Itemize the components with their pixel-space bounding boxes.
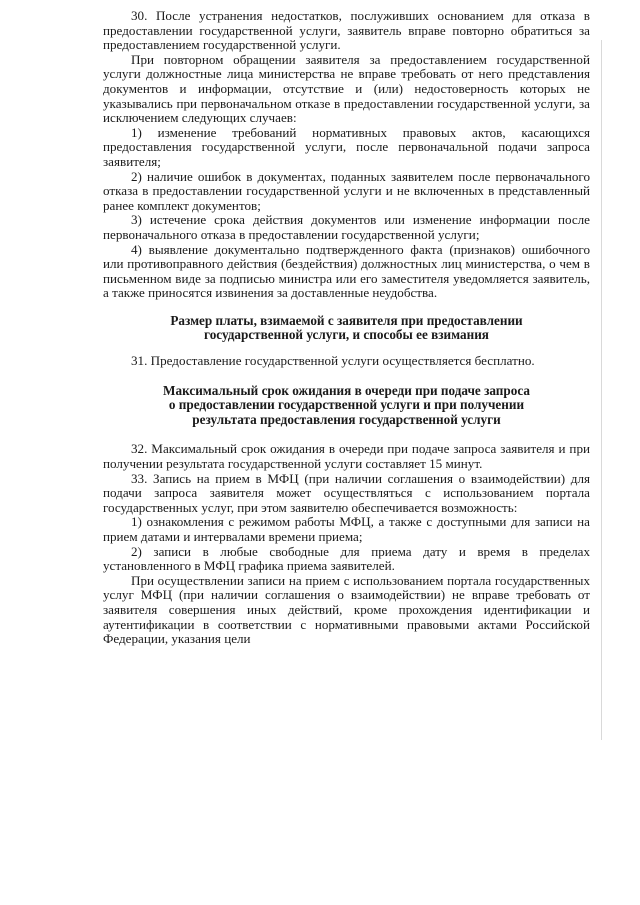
paragraph-33-option-1: 1) ознакомления с режимом работы МФЦ, а также с доступными для записи на прием датами и интервалами времени приема; bbox=[103, 514, 590, 544]
paragraph-30-repeat-request: При повторном обращении заявителя за предоставлением государственной услуги должностные лица министерства не вправе требовать от него представления документов и информации, отсутствие и (или) недостоверность которых не указывались при первоначальном отказе в предоставлении государственной услуги, за исключением следующих случаев: bbox=[103, 51, 590, 126]
heading-fee-line-1: Размер платы, взимаемой с заявителя при предоставлении bbox=[170, 312, 523, 328]
paragraph-30-case-3: 3) истечение срока действия документов или изменение информации после первоначального отказа в предоставлении государственной услуги; bbox=[103, 212, 590, 242]
paragraph-30-case-1: 1) изменение требований нормативных правовых актов, касающихся предоставления государственной услуги, после первоначальной подачи запроса заявителя; bbox=[103, 124, 590, 169]
section-heading-waiting-time bbox=[103, 384, 590, 428]
paragraph-30-case-4: 4) выявление документально подтвержденного факта (признаков) ошибочного или противоправного действия (бездействия) должностных лиц министерства, о чем в письменном виде за подписью министра или его заместителя уведомляется заявитель, а также приносятся извинения за доставленные неудобства. bbox=[103, 241, 590, 301]
scan-edge-line bbox=[601, 40, 602, 740]
paragraph-33-intro: 33. Запись на прием в МФЦ (при наличии соглашения о взаимодействии) для подачи запроса заявителя может осуществляться с использованием портала государственных услуг, при этом заявителю обеспечивается возможность: bbox=[103, 470, 590, 515]
section-heading-fee bbox=[103, 314, 590, 343]
heading-fee-line-2: государственной услуги, и способы ее взимания bbox=[204, 327, 489, 343]
paragraph-30-intro: 30. После устранения недостатков, послуживших основанием для отказа в предоставлении государственной услуги, заявитель вправе повторно обратиться за предоставлением государственной услуги. bbox=[103, 8, 590, 53]
document-body bbox=[103, 9, 590, 647]
paragraph-33-option-2: 2) записи в любые свободные для приема дату и время в пределах установленного в МФЦ графика приема заявителей. bbox=[103, 543, 590, 574]
paragraph-33-portal: При осуществлении записи на прием с использованием портала государственных услуг МФЦ (при наличии соглашения о взаимодействии) не вправе требовать от заявителя совершения иных действий, кроме прохождения идентификации и аутентификации в соответствии с нормативными правовыми актами Российской Федерации, указания цели bbox=[103, 572, 590, 647]
heading-wait-line-3: результата предоставления государственной услуги bbox=[192, 411, 501, 427]
paragraph-32: 32. Максимальный срок ожидания в очереди при подаче запроса заявителя и при получении результата государственной услуги составляет 15 минут. bbox=[103, 441, 590, 472]
paragraph-31: 31. Предоставление государственной услуги осуществляется бесплатно. bbox=[131, 353, 535, 369]
paragraph-30-case-2: 2) наличие ошибок в документах, поданных заявителем после первоначального отказа в предоставлении государственной услуги и не включенных в представленный ранее комплект документов; bbox=[103, 168, 590, 213]
heading-wait-line-2: о предоставлении государственной услуги и при получении bbox=[168, 397, 525, 413]
heading-wait-line-1: Максимальный срок ожидания в очереди при подаче запроса bbox=[163, 382, 530, 398]
